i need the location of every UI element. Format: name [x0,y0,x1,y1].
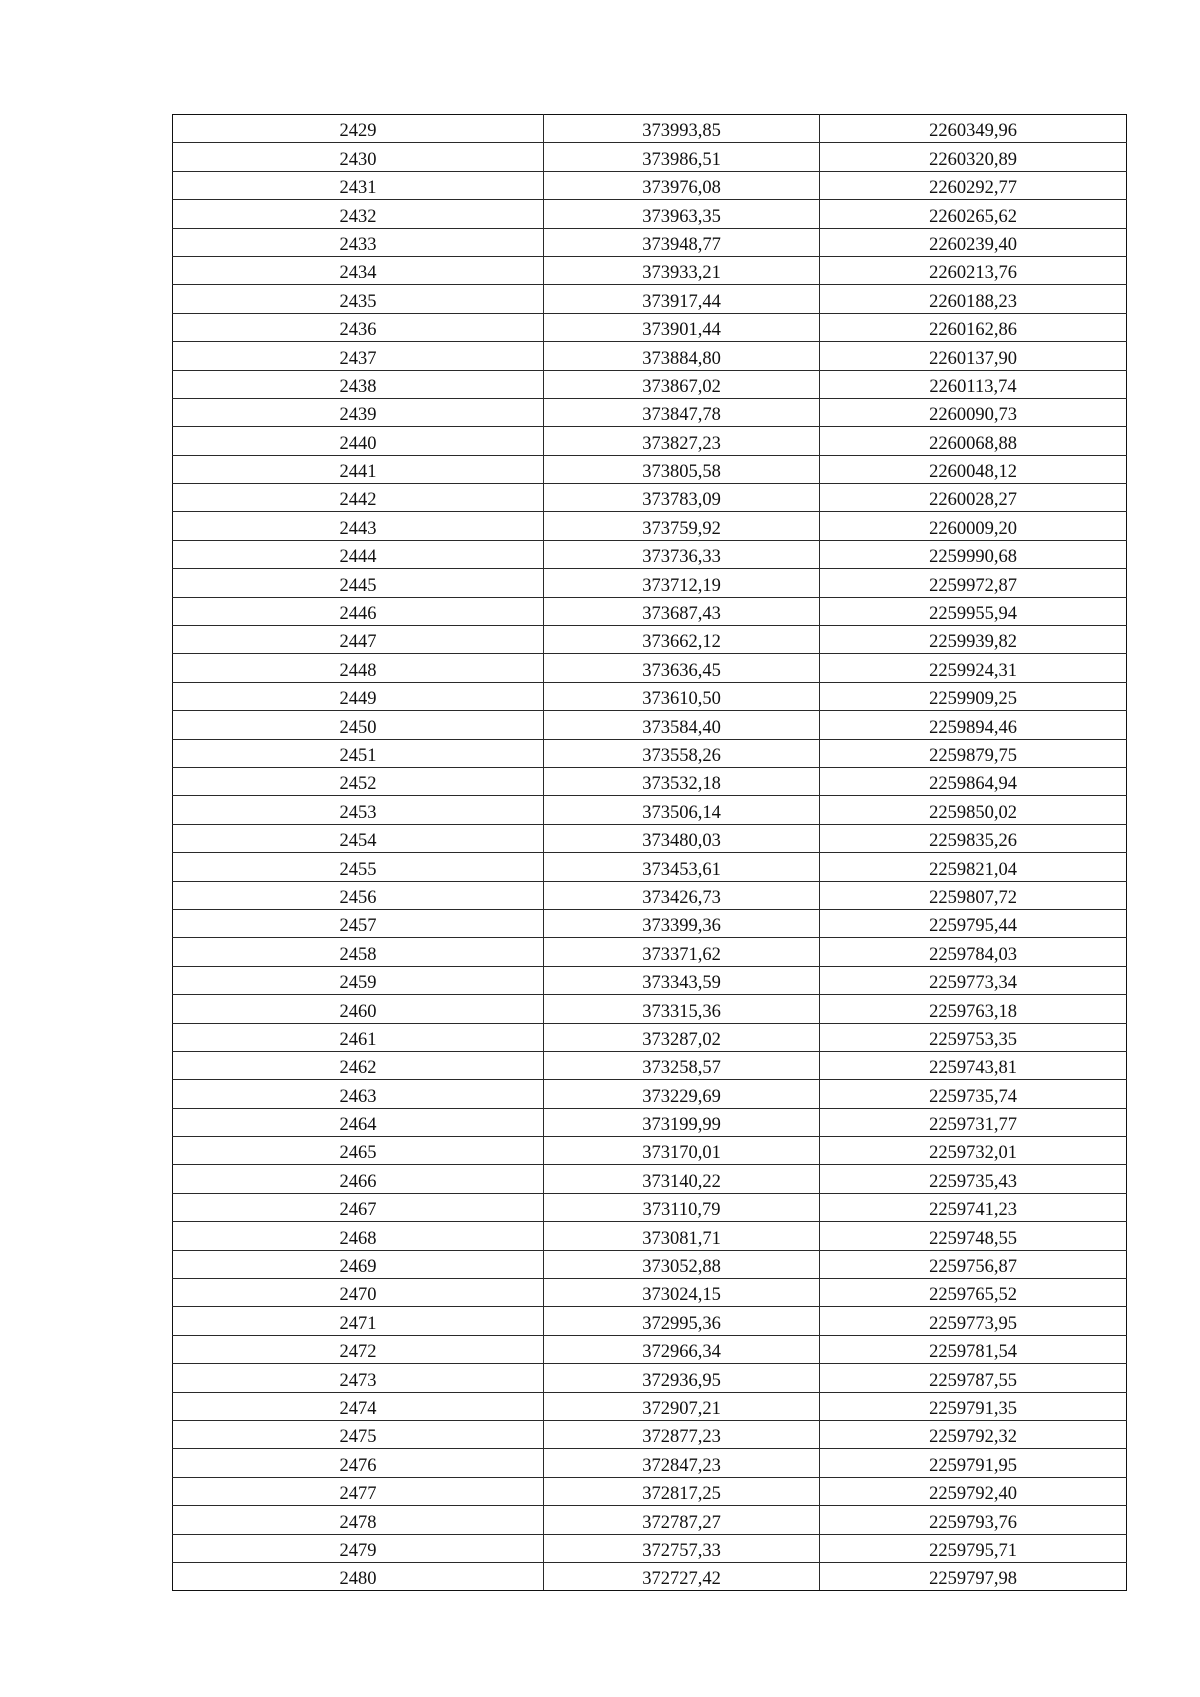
point-number-cell: 2447 [173,626,544,654]
point-number-cell: 2440 [173,427,544,455]
point-number-cell: 2445 [173,569,544,597]
y-coordinate-cell: 2260320,89 [820,143,1127,171]
coordinates-table-body [173,115,1127,1591]
point-number-cell: 2449 [173,682,544,710]
y-coordinate-cell: 2259787,55 [820,1364,1127,1392]
x-coordinate-cell: 373426,73 [544,881,820,909]
y-coordinate-cell: 2260028,27 [820,484,1127,512]
y-coordinate-cell: 2259909,25 [820,682,1127,710]
point-number-cell: 2443 [173,512,544,540]
point-number-cell: 2471 [173,1307,544,1335]
table-row [173,1307,1127,1335]
x-coordinate-cell: 372817,25 [544,1477,820,1505]
point-number-cell: 2451 [173,739,544,767]
point-number-cell: 2430 [173,143,544,171]
point-number-cell: 2462 [173,1051,544,1079]
point-number-cell: 2436 [173,313,544,341]
point-number-cell: 2477 [173,1477,544,1505]
point-number-cell: 2469 [173,1250,544,1278]
table-row [173,626,1127,654]
table-row [173,342,1127,370]
point-number-cell: 2442 [173,484,544,512]
y-coordinate-cell: 2259797,98 [820,1562,1127,1590]
point-number-cell: 2433 [173,228,544,256]
table-row [173,285,1127,313]
table-row [173,824,1127,852]
y-coordinate-cell: 2260113,74 [820,370,1127,398]
y-coordinate-cell: 2259763,18 [820,995,1127,1023]
point-number-cell: 2439 [173,398,544,426]
y-coordinate-cell: 2259807,72 [820,881,1127,909]
y-coordinate-cell: 2259765,52 [820,1279,1127,1307]
table-row [173,540,1127,568]
x-coordinate-cell: 373736,33 [544,540,820,568]
x-coordinate-cell: 373315,36 [544,995,820,1023]
table-row [173,739,1127,767]
y-coordinate-cell: 2259879,75 [820,739,1127,767]
x-coordinate-cell: 373867,02 [544,370,820,398]
x-coordinate-cell: 373986,51 [544,143,820,171]
point-number-cell: 2461 [173,1023,544,1051]
table-row [173,1108,1127,1136]
x-coordinate-cell: 373453,61 [544,853,820,881]
point-number-cell: 2476 [173,1449,544,1477]
x-coordinate-cell: 372966,34 [544,1335,820,1363]
table-row [173,938,1127,966]
x-coordinate-cell: 373847,78 [544,398,820,426]
y-coordinate-cell: 2259756,87 [820,1250,1127,1278]
y-coordinate-cell: 2259735,43 [820,1165,1127,1193]
table-row [173,597,1127,625]
y-coordinate-cell: 2259972,87 [820,569,1127,597]
y-coordinate-cell: 2259792,40 [820,1477,1127,1505]
y-coordinate-cell: 2260068,88 [820,427,1127,455]
table-row [173,767,1127,795]
point-number-cell: 2468 [173,1222,544,1250]
x-coordinate-cell: 372995,36 [544,1307,820,1335]
table-row [173,796,1127,824]
point-number-cell: 2480 [173,1562,544,1590]
table-row [173,115,1127,143]
y-coordinate-cell: 2259748,55 [820,1222,1127,1250]
point-number-cell: 2456 [173,881,544,909]
y-coordinate-cell: 2259821,04 [820,853,1127,881]
point-number-cell: 2438 [173,370,544,398]
y-coordinate-cell: 2260048,12 [820,455,1127,483]
point-number-cell: 2474 [173,1392,544,1420]
x-coordinate-cell: 373805,58 [544,455,820,483]
table-row [173,1335,1127,1363]
y-coordinate-cell: 2260292,77 [820,171,1127,199]
y-coordinate-cell: 2259924,31 [820,654,1127,682]
table-row [173,256,1127,284]
table-row [173,1279,1127,1307]
table-row [173,1222,1127,1250]
table-row [173,398,1127,426]
table-row [173,682,1127,710]
y-coordinate-cell: 2259735,74 [820,1080,1127,1108]
x-coordinate-cell: 373480,03 [544,824,820,852]
point-number-cell: 2472 [173,1335,544,1363]
coordinates-table [172,114,1127,1591]
table-row [173,313,1127,341]
point-number-cell: 2464 [173,1108,544,1136]
y-coordinate-cell: 2259743,81 [820,1051,1127,1079]
x-coordinate-cell: 373287,02 [544,1023,820,1051]
x-coordinate-cell: 373258,57 [544,1051,820,1079]
point-number-cell: 2453 [173,796,544,824]
x-coordinate-cell: 373901,44 [544,313,820,341]
x-coordinate-cell: 373199,99 [544,1108,820,1136]
y-coordinate-cell: 2259773,95 [820,1307,1127,1335]
x-coordinate-cell: 373610,50 [544,682,820,710]
point-number-cell: 2450 [173,711,544,739]
point-number-cell: 2463 [173,1080,544,1108]
y-coordinate-cell: 2259731,77 [820,1108,1127,1136]
y-coordinate-cell: 2259835,26 [820,824,1127,852]
point-number-cell: 2467 [173,1193,544,1221]
x-coordinate-cell: 373229,69 [544,1080,820,1108]
point-number-cell: 2478 [173,1506,544,1534]
table-row [173,1506,1127,1534]
x-coordinate-cell: 373399,36 [544,909,820,937]
x-coordinate-cell: 373917,44 [544,285,820,313]
x-coordinate-cell: 373170,01 [544,1137,820,1165]
x-coordinate-cell: 372936,95 [544,1364,820,1392]
y-coordinate-cell: 2260162,86 [820,313,1127,341]
point-number-cell: 2432 [173,200,544,228]
point-number-cell: 2479 [173,1534,544,1562]
x-coordinate-cell: 373343,59 [544,966,820,994]
x-coordinate-cell: 373110,79 [544,1193,820,1221]
x-coordinate-cell: 373933,21 [544,256,820,284]
table-row [173,909,1127,937]
point-number-cell: 2475 [173,1420,544,1448]
table-row [173,512,1127,540]
table-row [173,228,1127,256]
point-number-cell: 2459 [173,966,544,994]
x-coordinate-cell: 373052,88 [544,1250,820,1278]
table-row [173,1080,1127,1108]
x-coordinate-cell: 373993,85 [544,115,820,143]
y-coordinate-cell: 2260349,96 [820,115,1127,143]
table-row [173,853,1127,881]
table-row [173,1023,1127,1051]
point-number-cell: 2465 [173,1137,544,1165]
point-number-cell: 2455 [173,853,544,881]
table-row [173,1477,1127,1505]
point-number-cell: 2435 [173,285,544,313]
y-coordinate-cell: 2259850,02 [820,796,1127,824]
y-coordinate-cell: 2260090,73 [820,398,1127,426]
table-row [173,1449,1127,1477]
x-coordinate-cell: 373783,09 [544,484,820,512]
point-number-cell: 2452 [173,767,544,795]
point-number-cell: 2466 [173,1165,544,1193]
y-coordinate-cell: 2259773,34 [820,966,1127,994]
table-row [173,1051,1127,1079]
y-coordinate-cell: 2259990,68 [820,540,1127,568]
point-number-cell: 2446 [173,597,544,625]
x-coordinate-cell: 373827,23 [544,427,820,455]
point-number-cell: 2457 [173,909,544,937]
point-number-cell: 2429 [173,115,544,143]
x-coordinate-cell: 372907,21 [544,1392,820,1420]
table-row [173,370,1127,398]
y-coordinate-cell: 2259793,76 [820,1506,1127,1534]
y-coordinate-cell: 2260265,62 [820,200,1127,228]
table-row [173,1137,1127,1165]
y-coordinate-cell: 2259781,54 [820,1335,1127,1363]
y-coordinate-cell: 2259894,46 [820,711,1127,739]
table-row [173,569,1127,597]
table-row [173,1364,1127,1392]
point-number-cell: 2437 [173,342,544,370]
y-coordinate-cell: 2259795,44 [820,909,1127,937]
y-coordinate-cell: 2260213,76 [820,256,1127,284]
point-number-cell: 2460 [173,995,544,1023]
table-row [173,455,1127,483]
x-coordinate-cell: 373687,43 [544,597,820,625]
x-coordinate-cell: 373024,15 [544,1279,820,1307]
x-coordinate-cell: 372727,42 [544,1562,820,1590]
point-number-cell: 2470 [173,1279,544,1307]
x-coordinate-cell: 372757,33 [544,1534,820,1562]
y-coordinate-cell: 2259791,35 [820,1392,1127,1420]
x-coordinate-cell: 372847,23 [544,1449,820,1477]
point-number-cell: 2454 [173,824,544,852]
x-coordinate-cell: 373532,18 [544,767,820,795]
x-coordinate-cell: 373371,62 [544,938,820,966]
table-row [173,427,1127,455]
x-coordinate-cell: 373506,14 [544,796,820,824]
x-coordinate-cell: 372787,27 [544,1506,820,1534]
point-number-cell: 2434 [173,256,544,284]
table-row [173,966,1127,994]
table-row [173,1420,1127,1448]
point-number-cell: 2473 [173,1364,544,1392]
x-coordinate-cell: 373081,71 [544,1222,820,1250]
x-coordinate-cell: 373948,77 [544,228,820,256]
x-coordinate-cell: 373636,45 [544,654,820,682]
point-number-cell: 2441 [173,455,544,483]
table-row [173,484,1127,512]
point-number-cell: 2444 [173,540,544,568]
y-coordinate-cell: 2259864,94 [820,767,1127,795]
point-number-cell: 2458 [173,938,544,966]
x-coordinate-cell: 372877,23 [544,1420,820,1448]
x-coordinate-cell: 373558,26 [544,739,820,767]
x-coordinate-cell: 373884,80 [544,342,820,370]
table-row [173,1193,1127,1221]
y-coordinate-cell: 2259955,94 [820,597,1127,625]
x-coordinate-cell: 373140,22 [544,1165,820,1193]
table-row [173,1534,1127,1562]
x-coordinate-cell: 373584,40 [544,711,820,739]
y-coordinate-cell: 2260239,40 [820,228,1127,256]
table-row [173,654,1127,682]
table-row [173,1250,1127,1278]
y-coordinate-cell: 2259939,82 [820,626,1127,654]
y-coordinate-cell: 2260137,90 [820,342,1127,370]
x-coordinate-cell: 373759,92 [544,512,820,540]
y-coordinate-cell: 2260009,20 [820,512,1127,540]
table-row [173,995,1127,1023]
table-row [173,171,1127,199]
y-coordinate-cell: 2259791,95 [820,1449,1127,1477]
y-coordinate-cell: 2259792,32 [820,1420,1127,1448]
y-coordinate-cell: 2259795,71 [820,1534,1127,1562]
table-row [173,881,1127,909]
y-coordinate-cell: 2259784,03 [820,938,1127,966]
table-row [173,1392,1127,1420]
y-coordinate-cell: 2259732,01 [820,1137,1127,1165]
table-row [173,711,1127,739]
x-coordinate-cell: 373963,35 [544,200,820,228]
y-coordinate-cell: 2260188,23 [820,285,1127,313]
table-row [173,200,1127,228]
y-coordinate-cell: 2259753,35 [820,1023,1127,1051]
table-row [173,1562,1127,1590]
table-row [173,1165,1127,1193]
point-number-cell: 2448 [173,654,544,682]
y-coordinate-cell: 2259741,23 [820,1193,1127,1221]
table-row [173,143,1127,171]
point-number-cell: 2431 [173,171,544,199]
x-coordinate-cell: 373712,19 [544,569,820,597]
x-coordinate-cell: 373976,08 [544,171,820,199]
x-coordinate-cell: 373662,12 [544,626,820,654]
